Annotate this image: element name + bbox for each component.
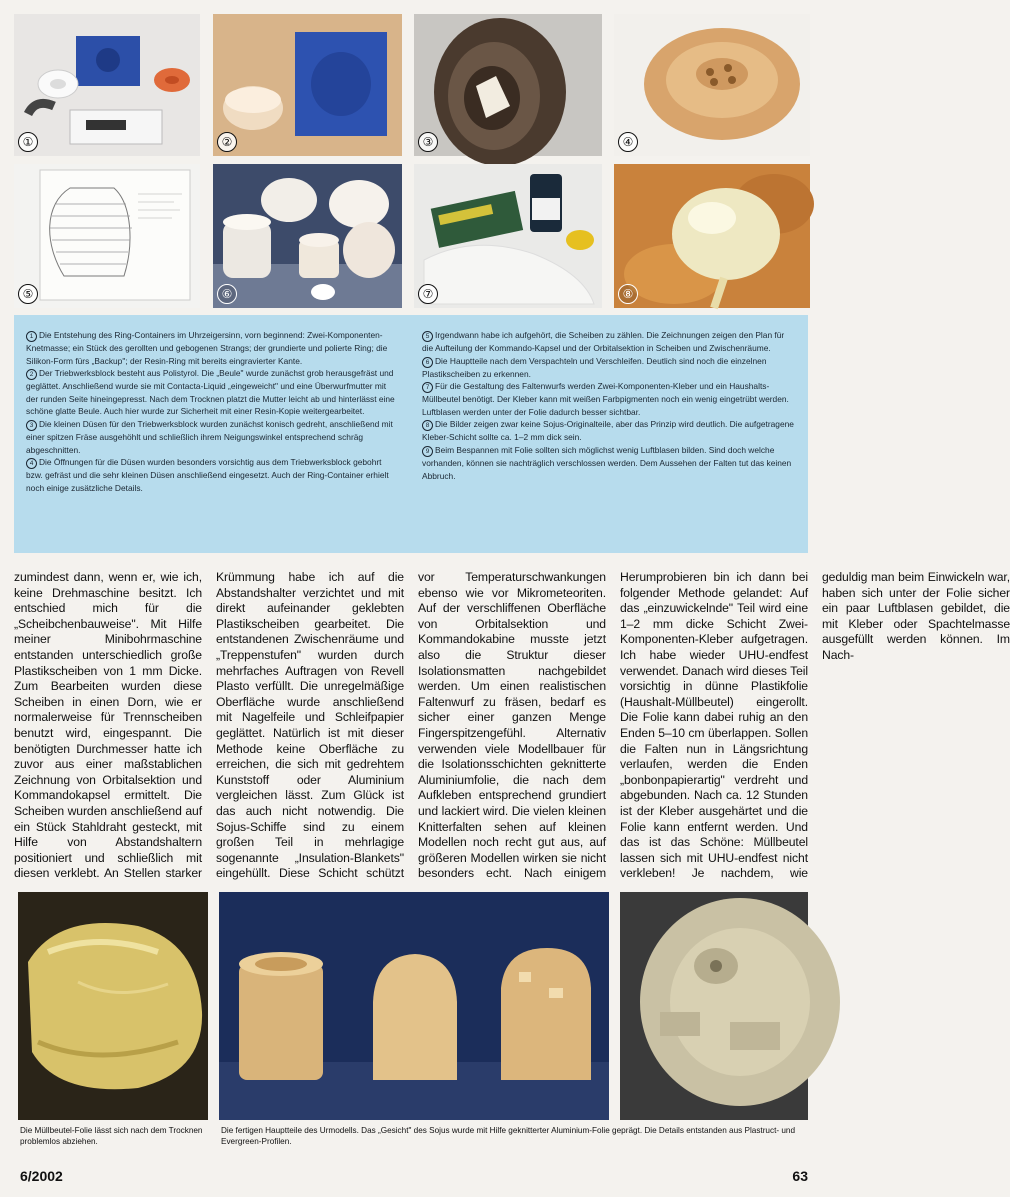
caption-text: Die Öffnungen für die Düsen wurden besonders vorsichtig aus dem Triebwerksblock gebohrt bzw. gefräst und die sehr kleinen Düsen anschließend eingesetzt. Auch der Ring-Container erhielt noch einige zusätzliche Details. <box>26 457 389 493</box>
caption-column-right <box>422 329 796 547</box>
caption-5 <box>422 329 796 355</box>
photo-8-foil-wrap <box>614 164 810 308</box>
caption-column-left <box>26 329 400 547</box>
photo-3-image <box>414 14 602 156</box>
photo-number-badge: ⑦ <box>418 284 438 304</box>
caption-number: 2 <box>26 369 37 380</box>
caption-number: 7 <box>422 382 433 393</box>
photo-1-image <box>14 14 200 156</box>
caption-text: Der Triebwerksblock besteht aus Polistyrol. Die „Beule" wurde zunächst grob herausgefräst und geglättet. Anschließend wurde sie mit Contacta-Liquid „eingeweicht" und eine Überwurfmutter mit der runden Seite hineingepresst. Nach dem Trocknen platzt die Mutter leicht ab und hinterlässt eine schöne glatte Beule. Auch hier wurde zur Sicherheit mit einer Resin-Kopie weitergearbeitet. <box>26 368 395 417</box>
photo-2-image <box>213 14 402 156</box>
caption-7 <box>422 380 796 418</box>
caption-6 <box>422 355 796 381</box>
photo-number-badge: ① <box>18 132 38 152</box>
photo-number-badge: ⑧ <box>618 284 638 304</box>
photo-1-ring-container <box>14 14 200 156</box>
caption-4 <box>26 456 400 494</box>
caption-number: 8 <box>422 420 433 431</box>
photo-5-drawing-plan <box>14 164 200 308</box>
photo-4-engine-detail <box>614 14 810 156</box>
caption-text: Die Entstehung des Ring-Containers im Uhrzeigersinn, vorn beginnend: Zwei-Komponenten-Knetmasse; ein Stück des gerollten und gebogenen Strangs; der grundierte und polierte Ring; die Silikon-Form fürs „Backup"; der Resin-Ring mit bereits eingravierter Kante. <box>26 330 388 366</box>
caption-number: 1 <box>26 331 37 342</box>
photo-7-glue-and-bag <box>414 164 602 308</box>
caption-text: Die Bilder zeigen zwar keine Sojus-Originalteile, aber das Prinzip wird deutlich. Die aufgetragene Kleber-Schicht sollte ca. 1–2 mm dick sein. <box>422 419 794 443</box>
photo-face-detail-image <box>620 892 808 1120</box>
photo-finished-main-parts-image <box>219 892 609 1120</box>
photo-finished-main-parts <box>219 892 609 1120</box>
article-body: zumindest dann, wenn er, wie ich, keine Drehmaschine besitzt. Ich entschied mich für die „Scheibchenbauweise". Mit Hilfe meiner Minibohrmaschine entstanden unterschiedlich große Plastikscheiben von 1 mm Dicke. Zum Bearbeiten wurden diese Scheiben in einen Dorn, wie er normalerweise für Trennscheiben benutzt wird, eingespannt. Die benötigten Durchmesser hatte ich zuvor aus einer maßstablichen Zeichnung von Orbitalsektion und Kommandokapsel ermittelt. Die Scheiben wurden anschließend auf ein Stück Stahldraht gesteckt, mit Hilfe von Abstandshaltern positioniert und schließlich mit diesen verklebt. An Stellen starker Krümmung habe ich auf die Abstandshalter verzichtet und mit direkt aufeinander geklebten Plastikscheiben gearbeitet. Die entstandenen Zwischenräume und „Treppenstufen" wurden durch mehrfaches Auftragen von Revell Plasto verfüllt. Die unregelmäßige Oberfläche wurde anschließend mit Nagelfeile und Schleifpapier geglättet. Natürlich ist mit dieser Methode keine Oberfläche zu erreichen, die sich mit gedrehtem Kunststoff oder Aluminium vergleichen lässt. Zum Glück ist das auch nicht notwendig. Die Sojus-Schiffe sind zu einem großen Teil in mehrlagige sogenannte „Insulation-Blankets" eingehüllt. Diese Schicht schützt vor Temperaturschwankungen ebenso wie vor Mikrometeoriten. Auf der verschliffenen Oberfläche von Orbitalsektion und Kommandokabine musste jetzt also die Struktur dieser Isolationsmatten nachgebildet werden. Um einen realistischen Faltenwurf zu fräsen, bedarf es sicher einer ganzen Menge Fingerspitzengefühl. Alternativ verwenden viele Modellbauer für die Isolationsschichten geknitterte Aluminiumfolie, die nach dem Aufkleben entsprechend grundiert und lackiert wird. Die vielen kleinen Knitterfalten sehen auf kleinen Modellen noch recht gut aus, auf größeren Modellen wirken sie nicht besonders echt. Nach einigem Herumprobieren bin ich dann bei folgender Methode gelandet: Auf das „einzuwickelnde" Teil wird eine 1–2 mm dicke Schicht Zwei-Komponenten-Kleber aufgetragen. Ich habe wieder UHU-endfest verwendet. Danach wird dieses Teil vorsichtig in dünne Plastikfolie (Haushalt-Müllbeutel) eingerollt. Die Folie kann dabei ruhig an den Enden 5–10 cm überlappen. Sollen die Falten nun in Längsrichtung verlaufen, werden die Enden „bonbonpapierartig" verdreht und abgebunden. Nach ca. 12 Stunden ist der Kleber ausgehärtet und die Folie kann entfernt werden. Und das ist das Schöne: Müllbeutel lassen sich mit UHU-endfest nicht verkleben! Je nachdem, wie geduldig man beim Einwickeln war, haben sich unter der Folie sicher ein paar Luftblasen gebildet, die mit Kleber oder Spachtelmasse ausgefüllt werden können. Im Nach- <box>14 570 1010 881</box>
caption-text: Die Hauptteile nach dem Verspachteln und Verschleifen. Deutlich sind noch die einzelnen Plastikscheiben zu erkennen. <box>422 355 767 379</box>
caption-9 <box>422 444 796 482</box>
photo-foil-removed-image <box>18 892 208 1120</box>
caption-number: 4 <box>26 458 37 469</box>
caption-3 <box>26 418 400 456</box>
photo-6-main-parts <box>213 164 402 308</box>
page-number: 63 <box>792 1168 808 1184</box>
caption-1 <box>26 329 400 367</box>
photo-8-image <box>614 164 810 308</box>
caption-number: 9 <box>422 446 433 457</box>
caption-text: Für die Gestaltung des Faltenwurfs werden Zwei-Komponenten-Kleber und ein Haushalts-Müllbeutel benötigt. Der Kleber kann mit weißen Farbpigmenten noch ein wenig eingetrübt werden. Luftblasen werden unter der Folie dadurch besser sichtbar. <box>422 381 789 417</box>
caption-box <box>14 315 808 553</box>
photo-number-badge: ⑥ <box>217 284 237 304</box>
caption-8 <box>422 418 796 444</box>
issue-number: 6/2002 <box>20 1168 63 1184</box>
caption-text: Die kleinen Düsen für den Triebwerksblock wurden zunächst konisch gedreht, anschließend mit einer spitzen Fräse ausgehöhlt und schließlich ihrem Neigungswinkel entsprechend schräg abgeschnitten. <box>26 418 393 455</box>
caption-foil: Die Müllbeutel-Folie lässt sich nach dem Trocknen problemlos abziehen. <box>20 1126 203 1146</box>
photo-2-engine-block <box>213 14 402 156</box>
photo-5-image <box>14 164 200 308</box>
caption-text: Irgendwann habe ich aufgehört, die Scheiben zu zählen. Die Zeichnungen zeigen den Plan für die Aufteilung der Kommando-Kapsel und der Orbitalsektion in Scheiben und Zwischenräume. <box>422 330 785 353</box>
caption-main-parts: Die fertigen Hauptteile des Urmodells. Das „Gesicht" des Sojus wurde mit Hilfe geknitterter Aluminium-Folie geprägt. Die Details entstanden aus Plastruct- und Evergreen-Profilen. <box>221 1126 796 1146</box>
caption-number: 6 <box>422 357 433 368</box>
photo-7-image <box>414 164 602 308</box>
caption-number: 5 <box>422 331 433 342</box>
caption-number: 3 <box>26 420 37 431</box>
photo-number-badge: ⑤ <box>18 284 38 304</box>
photo-number-badge: ④ <box>618 132 638 152</box>
photo-3-nozzles <box>414 14 602 156</box>
photo-face-detail <box>620 892 808 1120</box>
caption-2 <box>26 367 400 418</box>
photo-number-badge: ③ <box>418 132 438 152</box>
photo-6-image <box>213 164 402 308</box>
photo-foil-removed <box>18 892 208 1120</box>
photo-number-badge: ② <box>217 132 237 152</box>
caption-text: Beim Bespannen mit Folie sollten sich möglichst wenig Luftblasen bilden. Sind doch welche vorhanden, können sie nachträglich verschlossen werden. Dem Aussehen der Falten tut das keinen Abbruch. <box>422 444 792 481</box>
photo-4-image <box>614 14 810 156</box>
